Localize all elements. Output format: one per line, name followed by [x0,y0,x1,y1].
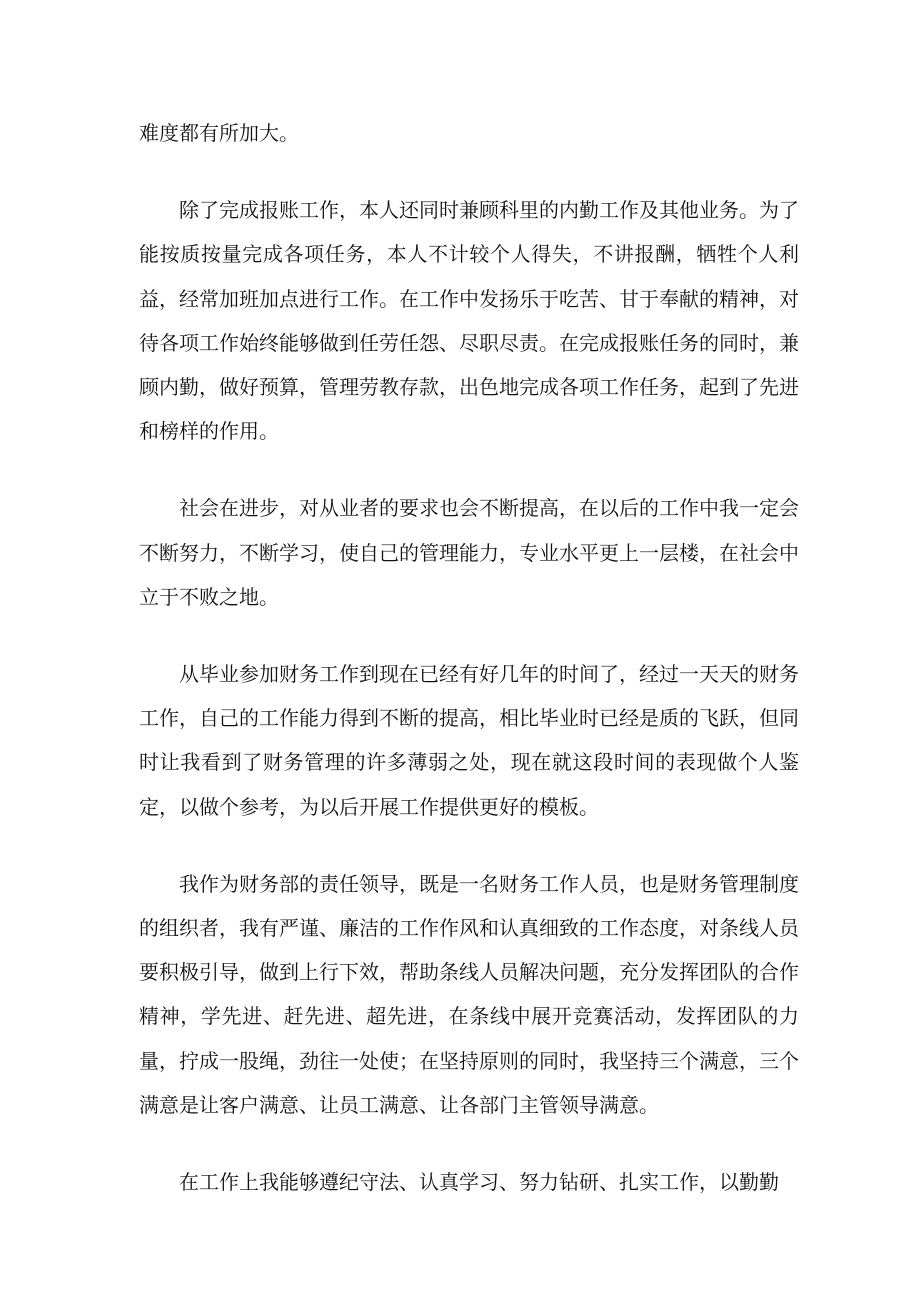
paragraph-gap [139,453,799,486]
paragraph-gap [139,155,799,188]
paragraph-finance-leader: 我作为财务部的责任领导，既是一名财务工作人员，也是财务管理制度的组织者，我有严谨、廉洁的工作作风和认真细致的工作态度，对条线人员要积极引导，做到上行下效，帮助条线人员解决问题，充分发挥团队的合作精神，学先进、赶先进、超先进，在条线中展开竞赛活动，发挥团队的力量，拧成一股绳，劲往一处使；在坚持原则的同时，我坚持三个满意，三个满意是让客户满意、让员工满意、让各部门主管领导满意。 [139,871,799,1117]
paragraph-continuation: 难度都有所加大。 [139,121,299,145]
document-body [139,111,799,1204]
paragraph-since-graduation: 从毕业参加财务工作到现在已经有好几年的时间了，经过一天天的财务工作，自己的工作能力得到不断的提高，相比毕业时已经是质的飞跃，但同时让我看到了财务管理的许多薄弱之处，现在就这段时间的表现做个人鉴定，以做个参考，为以后开展工作提供更好的模板。 [139,662,799,819]
paragraph-reimbursement-work: 除了完成报账工作，本人还同时兼顾科里的内勤工作及其他业务。为了能按质按量完成各项任务，本人不计较个人得失，不讲报酬，牺牲个人利益，经常加班加点进行工作。在工作中发扬乐于吃苦、甘于奉献的精神，对待各项工作始终能够做到任劳任怨、尽职尽责。在完成报账任务的同时，兼顾内勤，做好预算，管理劳教存款，出色地完成各项工作任务，起到了先进和榜样的作用。 [139,198,799,444]
paragraph-work-discipline: 在工作上我能够遵纪守法、认真学习、努力钻研、扎实工作，以勤勤 [179,1170,779,1195]
paragraph-gap [139,619,799,652]
paragraph-gap [139,1127,799,1160]
paragraph-society-progress: 社会在进步，对从业者的要求也会不断提高，在以后的工作中我一定会不断努力，不断学习，使自己的管理能力，专业水平更上一层楼，在社会中立于不败之地。 [139,496,799,609]
paragraph-gap [139,829,799,862]
